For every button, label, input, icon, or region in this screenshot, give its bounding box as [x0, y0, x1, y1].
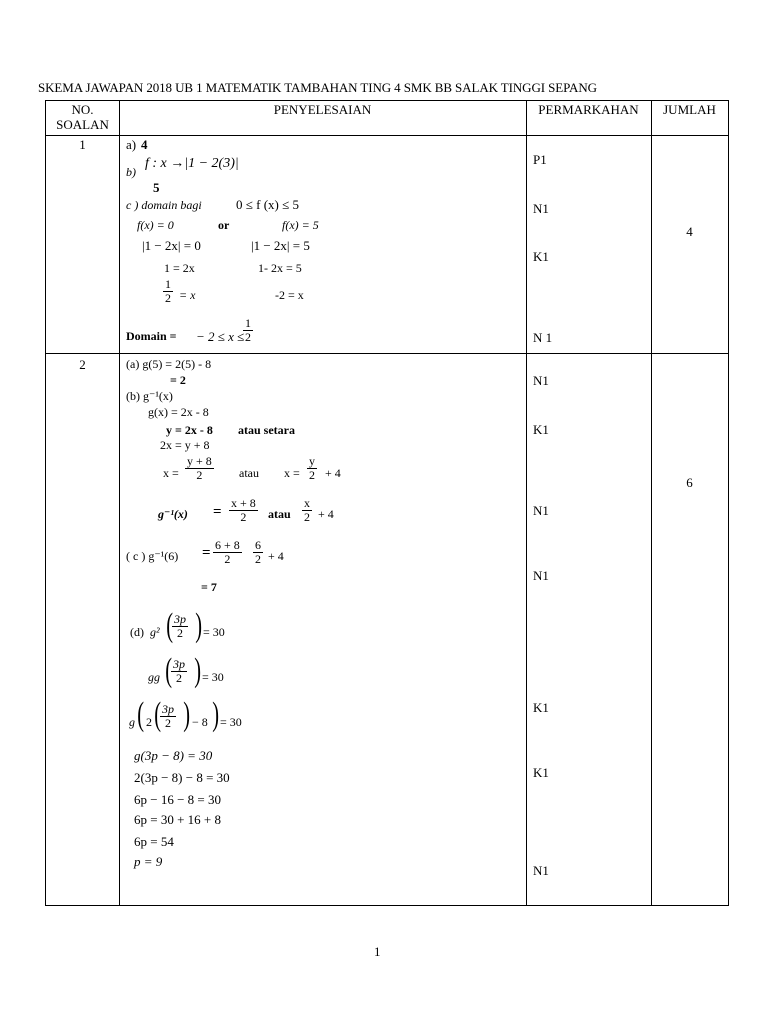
fraction-denominator: 2: [165, 291, 171, 305]
q2-d-step5: 6p = 54: [134, 834, 174, 849]
q2-d-step6: p = 9: [134, 854, 163, 869]
header-no: [46, 102, 119, 132]
q2-b-y: y = 2x - 8: [166, 423, 213, 437]
q2-b-fraction3: [229, 497, 258, 524]
q2-c-eq: =: [202, 545, 211, 561]
fraction-numerator: 6: [255, 538, 261, 552]
paren-left: (: [154, 696, 162, 733]
q2-d-step3: 6p − 16 − 8 = 30: [134, 792, 221, 807]
q2-d-eq3: = 30: [220, 715, 242, 729]
fraction-denominator: 2: [240, 510, 247, 524]
paren-left: (: [166, 607, 174, 644]
q1-half-rhs: = x: [179, 288, 196, 302]
col-divider: [119, 101, 120, 905]
q2-mark-2: K1: [533, 422, 549, 437]
fraction-denominator: 2: [224, 552, 231, 566]
q1-mark-p1: P1: [533, 152, 547, 167]
q2-b-ginv: g⁻¹(x): [158, 507, 188, 521]
paren-right: ): [194, 652, 202, 689]
q2-b-fraction1: [185, 455, 214, 482]
q1-mark-n1b: N 1: [533, 330, 553, 345]
q1-b-label: b): [126, 165, 136, 179]
q1-half-fraction: [163, 278, 173, 305]
q1-abs0: |1 − 2x| = 0: [142, 238, 201, 253]
q2-d-g2: g²: [150, 625, 160, 639]
paren-right: ): [212, 696, 220, 733]
q2-d-gg: gg: [148, 670, 160, 684]
q2-mark-6: K1: [533, 765, 549, 780]
q1-total: 4: [686, 224, 693, 239]
q1-a-answer: 4: [141, 137, 148, 152]
q2-d-g: g: [129, 715, 135, 729]
page-number: 1: [374, 944, 381, 959]
q2-d-label: (d): [130, 625, 144, 639]
q2-total: 6: [686, 475, 693, 490]
row-divider: [46, 135, 728, 136]
q2-c-answer: = 7: [201, 580, 217, 594]
fraction-denominator: 2: [304, 510, 310, 524]
fraction-denominator: 2: [255, 552, 261, 566]
q2-a-line2: = 2: [170, 373, 186, 387]
fraction-denominator: 2: [309, 468, 315, 482]
q1-b-answer: 5: [153, 180, 160, 195]
fraction-denominator: 2: [196, 468, 203, 482]
fraction-denominator: 2: [176, 671, 182, 685]
document-title: SKEMA JAWAPAN 2018 UB 1 MATEMATIK TAMBAHAN TING 4 SMK BB SALAK TINGGI SEPANG: [38, 80, 597, 95]
col-divider: [651, 101, 652, 905]
q2-mark-4: N1: [533, 568, 549, 583]
q2-a-line1: (a) g(5) = 2(5) - 8: [126, 357, 212, 371]
q2-b-atau2: atau: [268, 507, 291, 521]
q2-c-fraction1: [213, 539, 242, 566]
header-jumlah: JUMLAH: [663, 102, 716, 117]
q2-b-gx: g(x) = 2x - 8: [148, 405, 209, 419]
q2-mark-1: N1: [533, 373, 549, 388]
q2-b-plus4: + 4: [325, 466, 341, 480]
q2-number: 2: [79, 357, 86, 372]
answer-table: [45, 100, 729, 906]
q2-c-fraction2: [253, 539, 263, 566]
header-penyelesaian: PENYELESAIAN: [273, 102, 372, 117]
header-permarkahan: PERMARKAHAN: [538, 102, 639, 117]
fraction-numerator: 3p: [173, 657, 185, 671]
q2-b-atau-setara: atau setara: [238, 423, 295, 437]
q2-d-minus8: − 8: [192, 715, 208, 729]
q2-b-x-lhs: x =: [163, 466, 179, 480]
fraction-numerator: 6 + 8: [215, 538, 240, 552]
fraction-denominator: 2: [165, 716, 171, 730]
q1-domain-label: Domain =: [126, 329, 177, 343]
fraction-numerator: 1: [165, 277, 171, 291]
header-no-line2: SOALAN: [56, 117, 109, 132]
row-divider: [46, 353, 728, 354]
q1-abs5: |1 − 2x| = 5: [251, 238, 310, 253]
q2-mark-7: N1: [533, 863, 549, 878]
fraction-numerator: y + 8: [187, 454, 212, 468]
q1-mark-n1: N1: [533, 201, 549, 216]
fraction-numerator: x + 8: [231, 496, 256, 510]
q2-d-fraction2: [171, 658, 187, 685]
fraction-numerator: 3p: [174, 612, 186, 626]
header-no-line1: NO.: [71, 102, 94, 117]
q2-c-plus4: + 4: [268, 549, 284, 563]
q1-or: or: [218, 218, 230, 232]
q2-d-eq2: = 30: [202, 670, 224, 684]
q1-a-label: a): [126, 137, 137, 152]
q2-c-label: ( c ) g⁻¹(6): [126, 549, 179, 563]
q1-domain-fraction: [243, 317, 253, 344]
q2-d-step1: g(3p − 8) = 30: [134, 748, 213, 763]
q2-d-step4: 6p = 30 + 16 + 8: [134, 812, 221, 827]
q1-eq1: 1 = 2x: [164, 261, 195, 275]
q2-b-fraction2: [307, 455, 317, 482]
q2-b-eq: =: [213, 504, 222, 520]
fraction-numerator: 1: [245, 316, 251, 330]
q2-b-atau: atau: [239, 466, 259, 480]
q1-fx0: f(x) = 0: [137, 218, 174, 232]
q2-b-x-lhs2: x =: [284, 466, 300, 480]
q2-d-fraction3: [160, 703, 176, 730]
q1-c-range: 0 ≤ f (x) ≤ 5: [236, 197, 300, 212]
q1-eq2: 1- 2x = 5: [258, 261, 302, 275]
col-divider: [526, 101, 527, 905]
q2-mark-3: N1: [533, 503, 549, 518]
q2-d-eq1: = 30: [203, 625, 225, 639]
fraction-numerator: y: [309, 454, 315, 468]
q2-b-label: (b) g⁻¹(x): [126, 389, 173, 403]
fraction-denominator: 2: [245, 330, 251, 344]
q1-fx5: f(x) = 5: [282, 218, 319, 232]
fraction-numerator: 3p: [162, 702, 174, 716]
q2-d-2: 2: [146, 715, 152, 729]
q1-mark-k1: K1: [533, 249, 549, 264]
q1-domain-expr: − 2 ≤ x ≤: [196, 329, 245, 344]
q2-mark-5: K1: [533, 700, 549, 715]
q2-b-fraction4: [302, 497, 312, 524]
paren-left: (: [165, 652, 173, 689]
q1-b-expression: f : x →|1 − 2(3)|: [145, 156, 239, 171]
q2-b-2x: 2x = y + 8: [160, 438, 210, 452]
fraction-denominator: 2: [177, 626, 183, 640]
paren-right: ): [195, 607, 203, 644]
fraction-numerator: x: [304, 496, 310, 510]
paren-left: (: [137, 696, 145, 733]
q1-c-label: c ) domain bagi: [126, 198, 202, 212]
q2-d-step2: 2(3p − 8) − 8 = 30: [134, 770, 230, 785]
q1-neg2: -2 = x: [275, 288, 304, 302]
paren-right: ): [183, 696, 191, 733]
q1-number: 1: [79, 137, 86, 152]
q2-b-plus4b: + 4: [318, 507, 334, 521]
q2-d-fraction1: [172, 613, 188, 640]
